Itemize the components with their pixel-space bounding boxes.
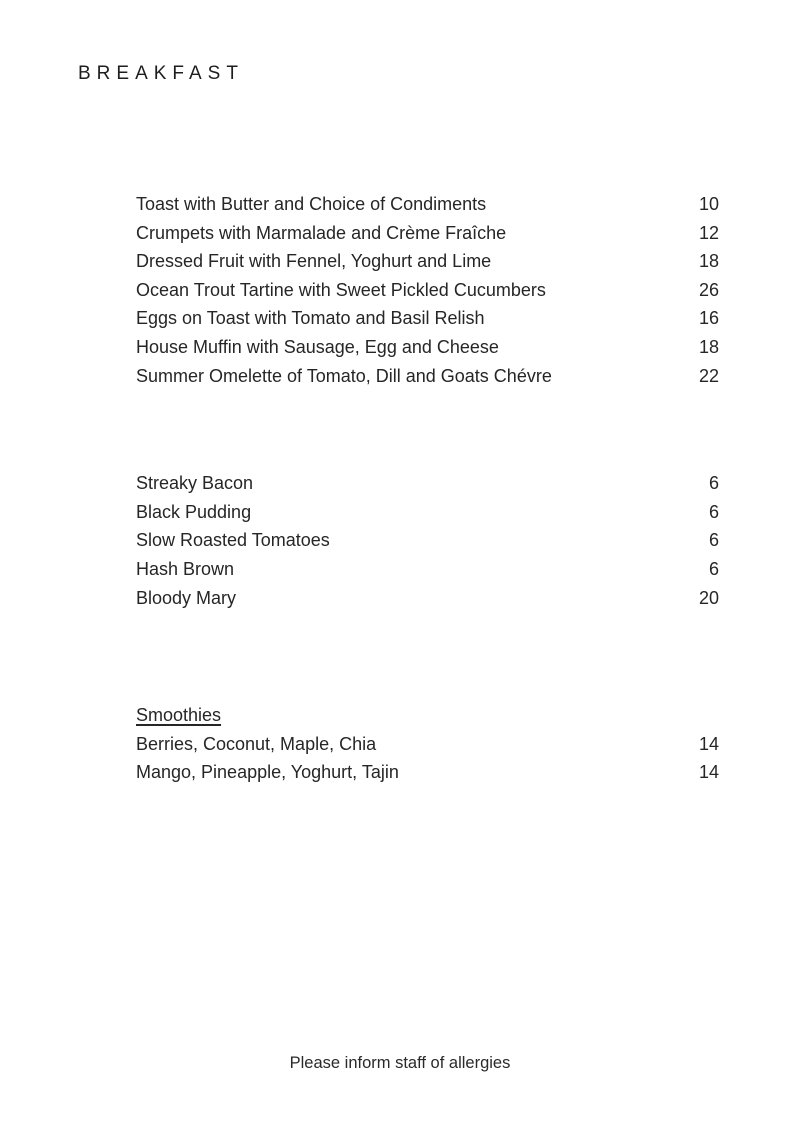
menu-section <box>136 701 719 787</box>
menu-item-name: Dressed Fruit with Fennel, Yoghurt and Lime <box>136 251 492 272</box>
menu-item-price: 20 <box>698 587 719 608</box>
menu-item-name: Toast with Butter and Choice of Condiments <box>136 194 487 214</box>
menu-item-name: Mango, Pineapple, Yoghurt, Tajin <box>136 762 399 783</box>
menu-item-name: Slow Roasted Tomatoes <box>136 530 330 551</box>
menu-item-price: 26 <box>698 279 719 300</box>
menu-item-row <box>136 555 719 584</box>
menu-item-price: 12 <box>698 222 719 243</box>
menu-item-name: Berries, Coconut, Maple, Chia <box>136 733 377 754</box>
menu-item-price: 14 <box>698 733 719 754</box>
menu-item-name: Bloody Mary <box>136 587 237 608</box>
menu-item-price: 6 <box>708 558 719 579</box>
menu-sections <box>136 190 719 787</box>
menu-item-name: Ocean Trout Tartine with Sweet Pickled Cucumbers <box>136 279 546 300</box>
menu-item-name: House Muffin with Sausage, Egg and Cheese <box>136 336 499 357</box>
menu-item-price: 10 <box>698 194 719 214</box>
menu-item-row <box>136 758 719 787</box>
page-title: BREAKFAST <box>78 63 244 84</box>
menu-item-row <box>136 247 719 276</box>
menu-item-row <box>136 469 719 498</box>
menu-item-row <box>136 362 719 391</box>
section-heading: Smoothies <box>136 705 222 726</box>
menu-item-price: 6 <box>708 530 719 551</box>
menu-section <box>136 469 719 612</box>
menu-item-row <box>136 526 719 555</box>
menu-item-name: Crumpets with Marmalade and Crème Fraîche <box>136 222 507 243</box>
menu-item-name: Hash Brown <box>136 558 235 579</box>
menu-section <box>136 190 719 390</box>
menu-item-row <box>136 333 719 362</box>
menu-item-name: Eggs on Toast with Tomato and Basil Relish <box>136 308 485 329</box>
menu-item-price: 16 <box>698 308 719 329</box>
menu-item-name: Summer Omelette of Tomato, Dill and Goats Chévre <box>136 365 552 386</box>
menu-item-row <box>136 276 719 305</box>
menu-item-price: 18 <box>698 251 719 272</box>
menu-item-row <box>136 219 719 248</box>
menu-item-price: 18 <box>698 336 719 357</box>
menu-item-row <box>136 584 719 613</box>
menu-item-price: 6 <box>708 501 719 522</box>
menu-item-row <box>136 730 719 759</box>
menu-item-price: 14 <box>698 762 719 783</box>
menu-item-row <box>136 304 719 333</box>
menu-item-name: Streaky Bacon <box>136 473 254 494</box>
allergy-notice: Please inform staff of allergies <box>289 1054 511 1072</box>
menu-item-row <box>136 190 719 219</box>
menu-item-name: Black Pudding <box>136 501 252 522</box>
menu-item-row <box>136 498 719 527</box>
menu-item-price: 22 <box>698 365 719 386</box>
menu-item-price: 6 <box>708 473 719 494</box>
